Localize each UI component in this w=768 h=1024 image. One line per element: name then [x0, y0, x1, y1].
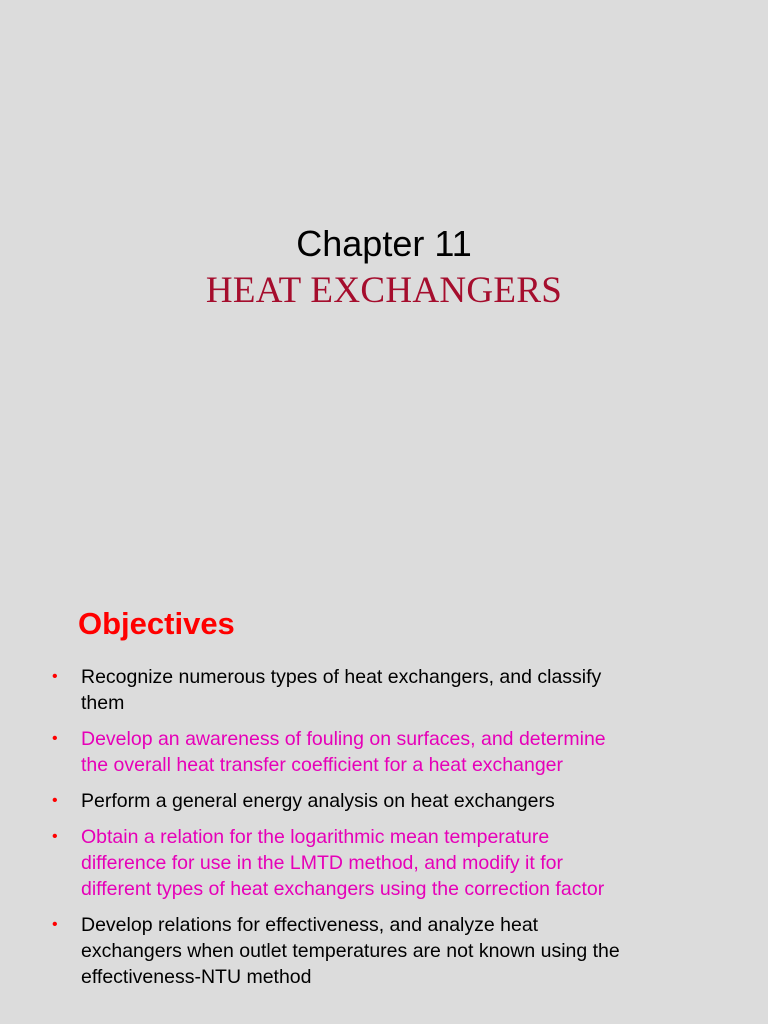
chapter-title: HEAT EXCHANGERS: [205, 270, 563, 311]
bullet-icon: •: [52, 730, 58, 747]
list-item: [52, 726, 632, 778]
list-item: [52, 912, 632, 990]
objectives-heading: Objectives: [78, 606, 235, 641]
objective-text: Recognize numerous types of heat exchangers, and classify them: [81, 666, 602, 714]
objective-text: Perform a general energy analysis on heat exchangers: [81, 790, 555, 812]
bullet-icon: •: [52, 792, 58, 809]
objective-text: Develop relations for effectiveness, and analyze heat exchangers when outlet temperatures are not known using the effectiveness-NTU method: [81, 914, 620, 988]
list-item: [52, 664, 632, 716]
objectives-list: [52, 664, 632, 1000]
bullet-icon: •: [52, 916, 58, 933]
bullet-icon: •: [52, 668, 58, 685]
bullet-icon: •: [52, 828, 58, 845]
list-item: [52, 824, 632, 902]
list-item: [52, 788, 632, 814]
objective-text: Obtain a relation for the logarithmic mean temperature difference for use in the LMTD method, and modify it for different types of heat exchangers using the correction factor: [81, 826, 605, 900]
objective-text: Develop an awareness of fouling on surfaces, and determine the overall heat transfer coefficient for a heat exchanger: [81, 728, 606, 776]
chapter-number: Chapter 11: [296, 223, 472, 264]
